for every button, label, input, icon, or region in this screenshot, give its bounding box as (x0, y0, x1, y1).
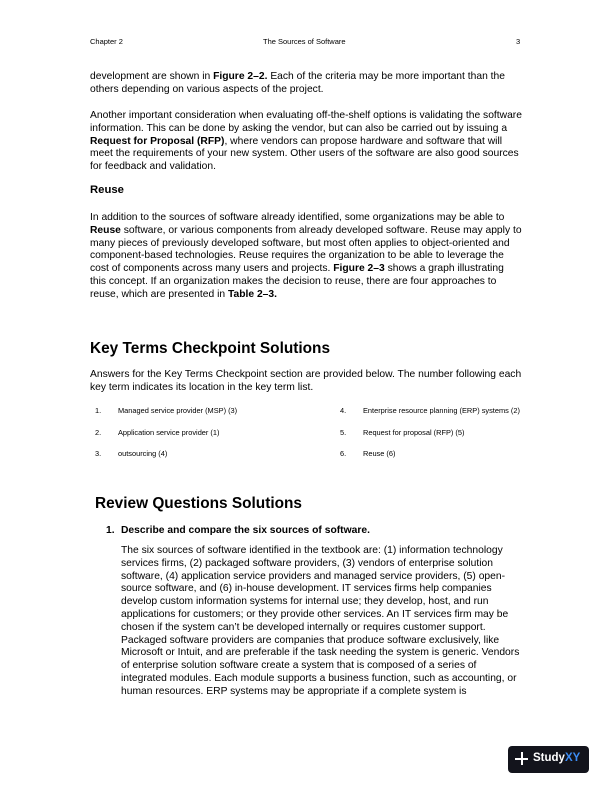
question-1-answer: The six sources of software identified in the textbook are: (1) information technology services firms, (2) packaged software providers, (3) vendors of enterprise solution software, (4) application service providers and managed service providers, (5) open-source software, and (6) in-house development. IT services firms help companies develop custom information systems for internal use; they develop, host, and run applications for customers; or they provide other services. An IT services firm may be chosen if the system can’t be developed internally or requires customer support. Packaged software providers are companies that produce software exclusively, like Microsoft or Intuit, and are preferable if the task needing the system is generic. Vendors of enterprise solution software create a system that is composed of a series of integrated modules. Each module supports a business function, such as accounting, or human resources. ERP systems may be appropriate if a complete system is (121, 545, 520, 697)
plus-icon (515, 752, 528, 765)
header-title: The Sources of Software (263, 37, 346, 46)
intro-paragraph-1: development are shown in Figure 2–2. Each of the criteria may be more important than the others depending on various aspects of the project. (90, 71, 505, 95)
key-terms-heading: Key Terms Checkpoint Solutions (90, 340, 331, 357)
studyxy-logo (508, 746, 589, 773)
reuse-paragraph: In addition to the sources of software already identified, some organizations may be able to Reuse software, or various components from already developed software. Reuse may apply to many pieces of previously developed software, but most often applies to object-oriented and component-based technologies. Reuse requires the organization to be able to leverage the cost of components across many users and projects. Figure 2–3 shows a graph illustrating this concept. If an organization makes the decision to reuse, there are four approaches to reuse, which are presented in Table 2–3. (90, 212, 522, 300)
reuse-heading: Reuse (90, 184, 124, 196)
header-chapter: Chapter 2 (90, 37, 123, 46)
logo-text: StudyXY (533, 752, 581, 764)
key-terms-intro: Answers for the Key Terms Checkpoint section are provided below. The number following each key term indicates its location in the key term list. (90, 369, 522, 393)
header-page-number: 3 (516, 37, 521, 46)
review-questions-heading: Review Questions Solutions (95, 495, 302, 512)
intro-paragraph-2: Another important consideration when evaluating off-the-shelf options is validating the software information. This can be done by asking the vendor, but can also be carried out by issuing a Request for Proposal (RFP), where vendors can propose hardware and software that will meet the requirements of your new system. Other users of the software are also good sources for feedback and validation. (90, 110, 522, 173)
